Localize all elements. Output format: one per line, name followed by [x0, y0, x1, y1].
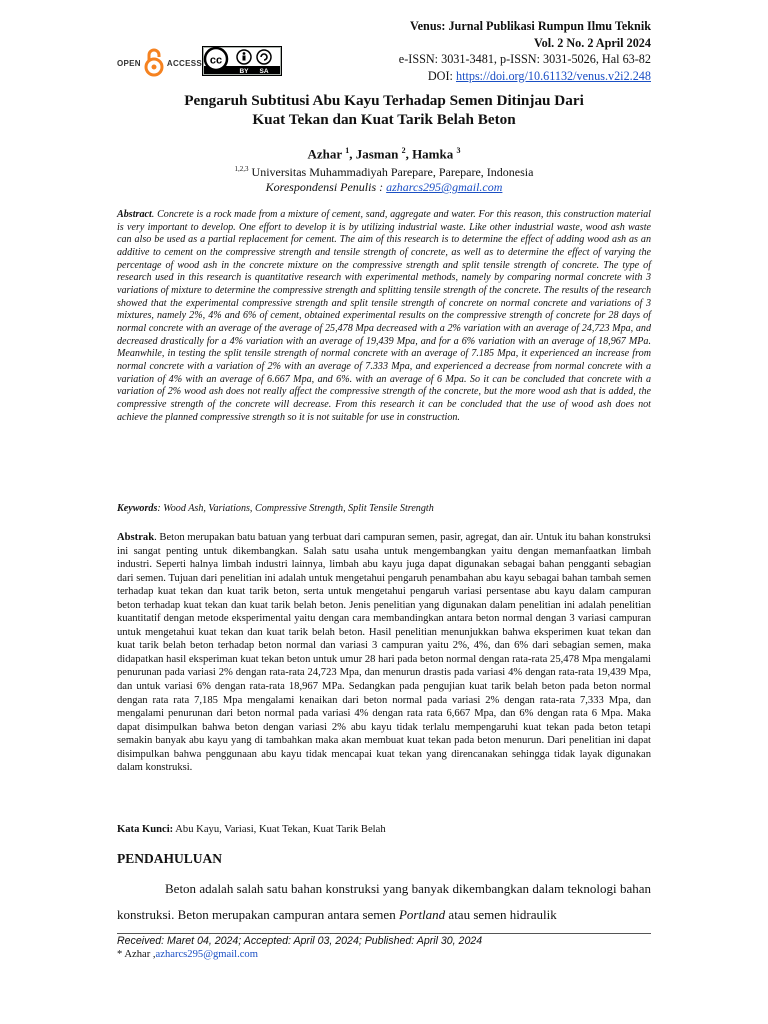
cc-by-text: BY: [239, 68, 249, 75]
abstract-indonesian-text: . Beton merupakan batu batuan yang terbuat dari campuran semen, pasir, agregat, dan air. Untuk itu bahan konstruksi ini sangat penting untuk dikembangkan. Salah satu usaha untuk mengembangkan yaitu dengan memanfaatkan limbah industri. Seperti halnya limbah industri lainnya, limbah abu kayu juga dapat digunakan sebagai bahan pengganti sebagian dari semen. Tujuan dari penelitian ini adalah untuk mengetahui pengaruh penambahan abu kayu sebagai bahan tambah semen terhadap kuat tekan dan kuat tarik beton, serta untuk mengetahui pengaruh variasi persentase abu kayu dalam campuran beton terhadap kuat tekan dan kuat tarik belah beton. Jenis penelitian yang digunakan dalam penelitian ini adalah penelitian kuantitatif dengan metode eksperimental yaitu dengan cara membandingkan antara beton normal dengan 3 variasi campuran untuk mengetahui kuat tekan dan kuat tarik belah beton. Hasil penelitian menunjukkan bahwa eksperimen kuat tekan dan kuat tarik belah beton terhadap beton normal dan variasi 3 campuran yaitu 2%, 4%, dan 6% dari sebagian semen, maka didapatkan hasil eksperiman kuat tekan beton untuk umur 28 hari pada beton normal dengan rata-rata 25,478 Mpa mengalami penurunan pada variasi 2% dengan rata-rata 24,723 Mpa, dan menurun drastis pada variasi 4% dengan rata-rata 19,439 Mpa, dan untuk variasi 6% dengan rata-rata 18,967 MPa. Sedangkan pada pengujian kuat tarik belah beton pada beton normal dengan rata rata 7,185 Mpa mengalami kenaikan dari beton normal pada variasi 2% dengan rata-rata 7,333 Mpa, dan mengalami penurunan dari beton normal pada variasi 4% dengan rata rata 6,667 Mpa, dan 6% dengan rata 6 Mpa. Maka dapat disimpulkan bahwa beton dengan variasi 2% abu kayu tidak terlalu mempengaruhi kuat tekan pada beton tetapi semakin banyak abu kayu yang di tambahkan maka akan membuat kuat tekan pada beton menurun. Dari penelitian ini dapat disimpulkan bahwa penggunaan abu kayu tidak mencapai kuat tekan yang direncanakan sehingga tidak layak digunakan dalam konstruksi.: [117, 532, 651, 774]
paper-title: [0, 91, 768, 129]
author-3: , Hamka: [405, 146, 457, 162]
doi-label: DOI:: [427, 68, 456, 83]
author-1: Azhar: [307, 146, 346, 162]
keywords-indonesian-label: Kata Kunci:: [117, 824, 174, 835]
open-access-logo: [117, 48, 202, 78]
svg-text:cc: cc: [209, 54, 223, 67]
author-3-sup: 3: [456, 146, 461, 155]
footer-email-link[interactable]: azharcs295@gmail.com: [155, 949, 258, 960]
footer-divider: [117, 933, 651, 934]
paper-title-line-1: Pengaruh Subtitusi Abu Kayu Terhadap Semen Ditinjau Dari: [184, 92, 584, 109]
intro-text-italic: Portland: [398, 907, 446, 922]
journal-volume: Vol. 2 No. 2 April 2024: [533, 35, 651, 50]
keywords-english: [117, 503, 651, 514]
footer-corr-prefix: * Azhar ,: [117, 949, 156, 960]
paper-title-line-2: Kuat Tekan dan Kuat Tarik Belah Beton: [252, 111, 516, 128]
affiliation-name: Universitas Muhammadiyah Parepare, Parepare, Indonesia: [248, 165, 534, 179]
abstract-english-text: . Concrete is a rock made from a mixture of cement, sand, aggregate and water. For this reason, this construction material is very important to develop. One effort to develop it is by utilizing industrial waste. Like other industrial waste, wood ash waste can also be used as a partial replacement for cement. The aim of this research is to determine the effect of adding wood ash as an additive to cement on the compressive strength and tensile strength of concrete, as well as to determine the effect of varying the percentage of wood ash in the concrete mixture on the compressive strength and split tensile strength of concrete. The type of research used in this research is quantitative research with experimental methods, namely by comparing normal concrete with 3 variations of mixture to determine the compressive strength and splitting tensile strength of the concrete. The results of the research showed that the experimental compressive strength and split tensile strength of concrete on normal concrete and variations of 3 mixtures, namely 2%, 4% and 6% of cement, obtained experimental results on the compressive strength of concrete for 28 days of normal concrete with an average of the average of 25,478 Mpa decreased with a 2% variation with an average of 24,723 Mpa, and decreased drastically for a 4% variation with an average of 19,439 Mpa, and for a 6% variation with an average of 18,967 MPa. Meanwhile, in testing the split tensile strength of normal concrete with an average of 7.185 Mpa, it experienced an increase from normal concrete with a variation of 2% with an average of 7.333 Mpa, and experienced a decrease from normal concrete with a variation of 4% with an average of 6.667 Mpa, and 6%. with an average of 6 Mpa. So it can be concluded that concrete with a variation of 2% wood ash does not really affect the compressive strength of the concrete, but the more wood ash that is added, the compressive strength of the concrete will decrease. From this research it can be concluded that the use of wood ash does not achieve the planned compressive strength so it is not suitable for use in construction.: [117, 209, 651, 423]
journal-doi: [399, 68, 651, 85]
affiliation: [0, 162, 768, 195]
open-access-left-text: OPEN: [117, 58, 141, 68]
abstract-english: [117, 209, 651, 424]
abstract-english-label: Abstract: [117, 209, 152, 220]
cc-by-sa-license-icon: [202, 46, 282, 81]
keywords-indonesian: [117, 824, 651, 835]
intro-text-start: Beton adalah salah satu bahan konstruksi yang banyak dikembangkan dalam teknologi bahan konstruksi. Beton merupakan campuran antara semen: [117, 881, 651, 922]
open-access-lock-icon: [143, 47, 165, 79]
open-access-right-text: ACCESS: [166, 58, 203, 68]
publication-dates: Received: Maret 04, 2024; Accepted: April 03, 2024; Published: April 30, 2024: [117, 935, 483, 947]
footer-correspondence: [117, 949, 258, 960]
correspondence-email-link[interactable]: azharcs295@gmail.com: [386, 180, 503, 194]
cc-sa-text: SA: [259, 68, 269, 75]
journal-name: Venus: Jurnal Publikasi Rumpun Ilmu Teknik: [409, 19, 651, 33]
intro-text-end: atau semen hidraulik: [445, 907, 557, 922]
correspondence-label: Korespondensi Penulis :: [265, 180, 387, 194]
intro-paragraph: [117, 876, 651, 928]
abstract-indonesian: [117, 531, 651, 775]
affiliation-sup: 1,2,3: [234, 165, 249, 173]
journal-info: [399, 18, 651, 84]
author-1-sup: 1: [345, 146, 350, 155]
doi-link[interactable]: https://doi.org/10.61132/venus.v2i2.248: [455, 68, 651, 83]
author-2: , Jasman: [349, 146, 402, 162]
keywords-indonesian-text: Abu Kayu, Variasi, Kuat Tekan, Kuat Tarik Belah: [173, 824, 386, 835]
author-list: [0, 146, 768, 162]
author-2-sup: 2: [401, 146, 406, 155]
keywords-english-label: Keywords: [117, 503, 158, 514]
journal-issn: e-ISSN: 3031-3481, p-ISSN: 3031-5026, Hal 63-82: [398, 52, 651, 66]
section-heading: PENDAHULUAN: [117, 851, 223, 866]
abstract-indonesian-label: Abstrak: [117, 532, 155, 543]
keywords-english-text: : Wood Ash, Variations, Compressive Strength, Split Tensile Strength: [157, 503, 434, 514]
